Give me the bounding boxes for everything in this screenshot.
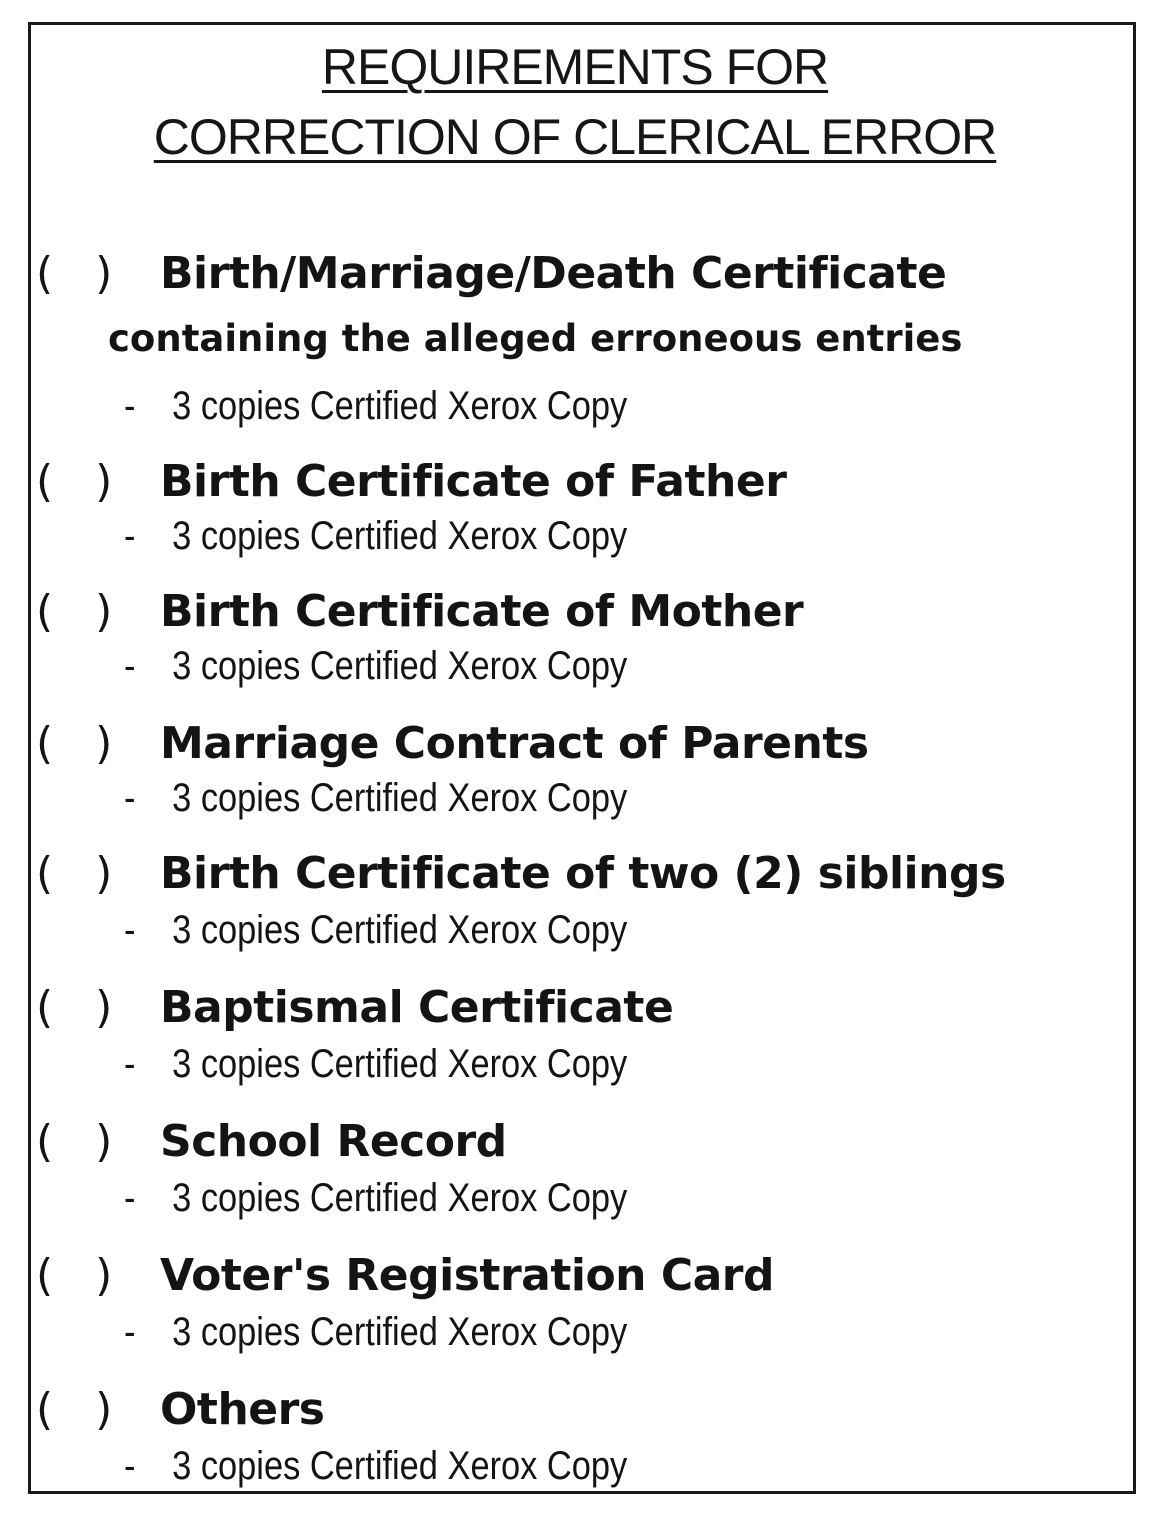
requirement-checkbox[interactable]: ( ) [36, 1250, 113, 1301]
bullet-dash: - [124, 384, 136, 428]
requirement-label: School Record [160, 1116, 507, 1167]
bullet-dash: - [124, 644, 136, 688]
requirement-sublabel: containing the alleged erroneous entries [108, 317, 963, 360]
copies-text: 3 copies Certified Xerox Copy [172, 776, 628, 820]
requirement-checkbox[interactable]: ( ) [36, 1384, 113, 1435]
bullet-dash: - [124, 1176, 136, 1220]
copies-text: 3 copies Certified Xerox Copy [172, 1444, 628, 1488]
requirement-label: Baptismal Certificate [160, 982, 674, 1033]
document-title-line-2: CORRECTION OF CLERICAL ERROR [153, 109, 997, 165]
requirement-copies [124, 778, 627, 818]
requirement-label: Others [160, 1384, 325, 1435]
bullet-dash: - [124, 1042, 136, 1086]
bullet-dash: - [124, 514, 136, 558]
bullet-dash: - [124, 1444, 136, 1488]
requirement-copies [124, 910, 627, 950]
requirement-copies [124, 1446, 627, 1486]
requirement-label: Birth Certificate of two (2) siblings [160, 848, 1006, 899]
requirement-checkbox[interactable]: ( ) [36, 982, 113, 1033]
requirement-label: Birth/Marriage/Death Certificate [160, 248, 947, 299]
requirement-checkbox[interactable]: ( ) [36, 848, 113, 899]
copies-text: 3 copies Certified Xerox Copy [172, 514, 628, 558]
copies-text: 3 copies Certified Xerox Copy [172, 644, 628, 688]
copies-text: 3 copies Certified Xerox Copy [172, 1042, 628, 1086]
copies-text: 3 copies Certified Xerox Copy [172, 1310, 628, 1354]
requirement-copies [124, 1044, 627, 1084]
requirement-checkbox[interactable]: ( ) [36, 1116, 113, 1167]
requirement-checkbox[interactable]: ( ) [36, 586, 113, 637]
requirement-label: Marriage Contract of Parents [160, 718, 869, 769]
requirement-checkbox[interactable]: ( ) [36, 248, 113, 299]
requirement-copies [124, 386, 627, 426]
requirement-copies [124, 1312, 627, 1352]
copies-text: 3 copies Certified Xerox Copy [172, 908, 628, 952]
requirement-label: Voter's Registration Card [160, 1250, 775, 1301]
copies-text: 3 copies Certified Xerox Copy [172, 1176, 628, 1220]
bullet-dash: - [124, 1310, 136, 1354]
bullet-dash: - [124, 908, 136, 952]
requirement-copies [124, 516, 627, 556]
requirement-label: Birth Certificate of Mother [160, 586, 804, 637]
bullet-dash: - [124, 776, 136, 820]
requirement-checkbox[interactable]: ( ) [36, 456, 113, 507]
requirement-copies [124, 646, 627, 686]
requirement-checkbox[interactable]: ( ) [36, 718, 113, 769]
copies-text: 3 copies Certified Xerox Copy [172, 384, 628, 428]
requirement-copies [124, 1178, 627, 1218]
requirement-label: Birth Certificate of Father [160, 456, 787, 507]
document-title-line-1: REQUIREMENTS FOR [321, 39, 829, 95]
